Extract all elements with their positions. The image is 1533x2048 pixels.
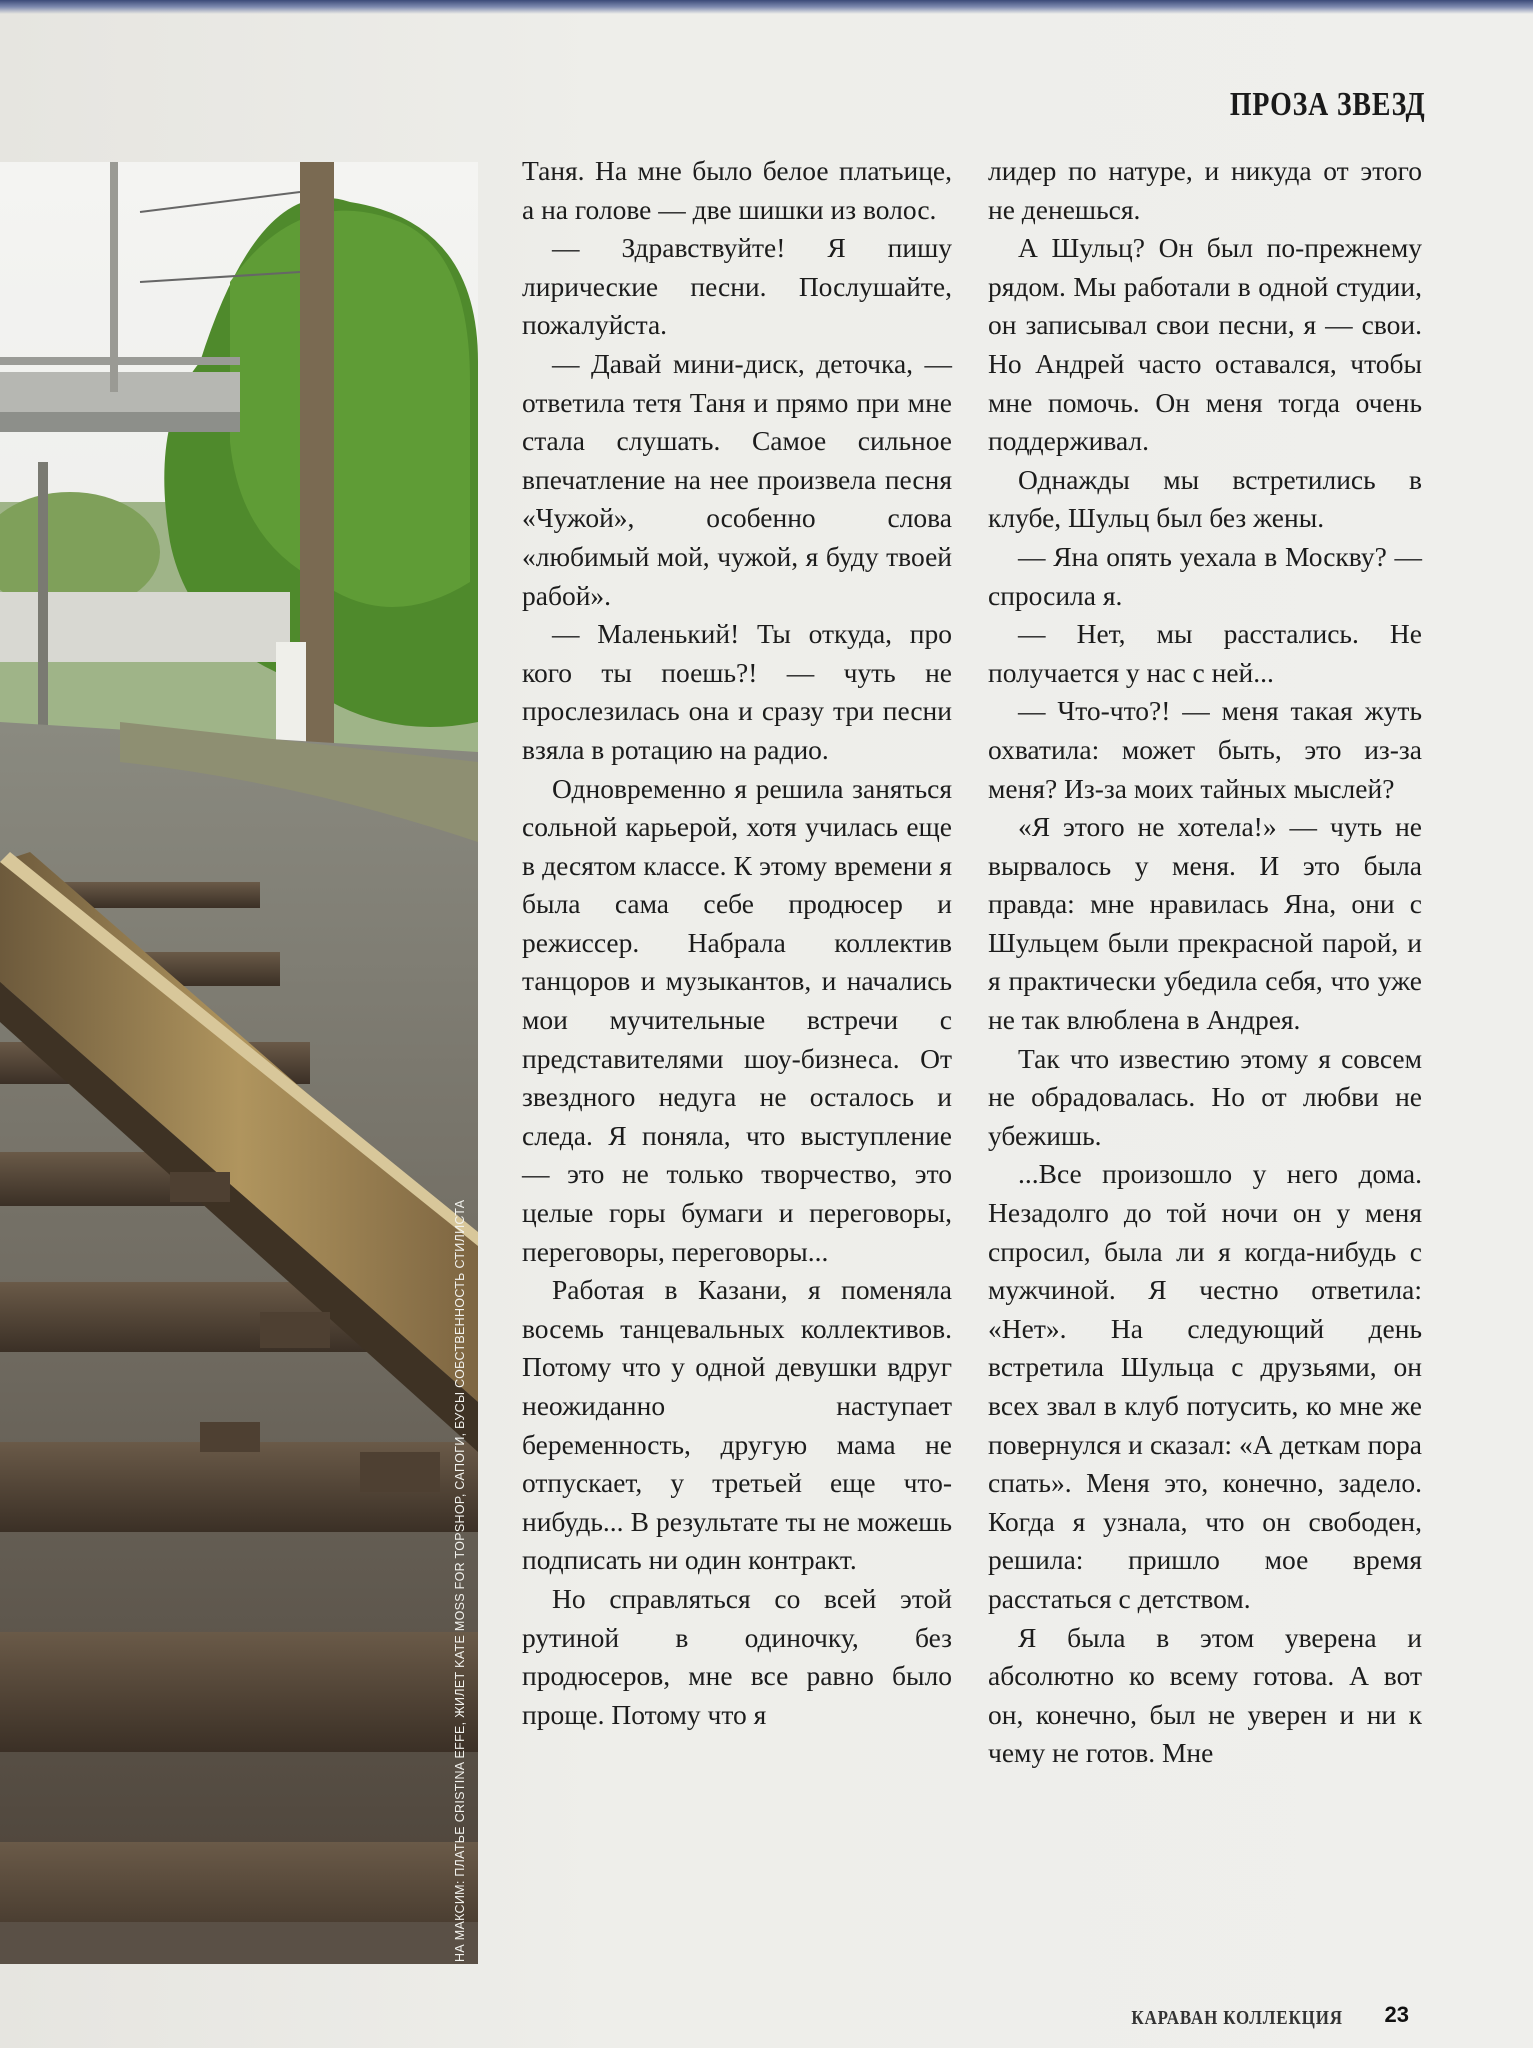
paragraph: Таня. На мне было белое платьице, а на голове — две шишки из волос. <box>522 155 952 225</box>
magazine-name: КАРАВАН КОЛЛЕКЦИЯ <box>1131 2007 1343 2029</box>
photo-credit: НА МАКСИМ: ПЛАТЬЕ CRISTINA EFFE, ЖИЛЕТ KATE MOSS FOR TOPSHOP, САПОГИ, БУСЫ СОБСТВЕННОСТЬ СТИЛИСТА <box>453 1199 467 1962</box>
article-column-2 <box>988 152 1422 1773</box>
paragraph: — Маленький! Ты откуда, про кого ты поешь?! — чуть не прослезилась она и сразу три песни взяла в ротацию на радио. <box>522 618 952 765</box>
paragraph: — Что-что?! — меня такая жуть охватила: может быть, это из-за меня? Из-за моих тайных мыслей? <box>988 695 1422 804</box>
section-title: ПРОЗА ЗВЕЗД <box>1229 86 1425 123</box>
paragraph: Однажды мы встретились в клубе, Шульц был без жены. <box>988 463 1422 534</box>
paragraph: Одновременно я решила заняться сольной карьерой, хотя училась еще в десятом классе. К этому времени я была сама себе продюсер и режиссер. Набрала коллектив танцоров и музыкантов, и начались мои мучительные встречи с представителями шоу-бизнеса. От звездного недуга не осталось и следа. Я поняла, что выступление — это не только творчество, это целые горы бумаги и переговоры, переговоры, переговоры... <box>522 772 952 1267</box>
paragraph: Так что известию этому я совсем не обрадовалась. Но от любви не убежишь. <box>988 1042 1422 1151</box>
paragraph: — Здравствуйте! Я пишу лирические песни. Послушайте, пожалуйста. <box>522 232 952 341</box>
paragraph: «Я этого не хотела!» — чуть не вырвалось у меня. И это была правда: мне нравилась Яна, они с Шульцем были прекрасной парой, и я практически убедила себя, что уже не так влюблена в Андрея. <box>988 811 1422 1036</box>
paragraph: ...Все произошло у него дома. Незадолго до той ночи он у меня спросил, была ли я когда-нибудь с мужчиной. Я честно ответила: «Нет». На следующий день встретила Шульца с друзьями, он всех звал в клуб потусить, ко мне же повернулся и сказал: «А деткам пора спать». Меня это, конечно, задело. Когда я узнала, что он свободен, решила: пришло мое время расстаться с детством. <box>988 1158 1422 1614</box>
article-column-1 <box>522 152 952 1734</box>
page-number: 23 <box>1384 2002 1409 2027</box>
paragraph: Но справляться со всей этой рутиной в одиночку, без продюсеров, мне все равно было проще. Потому что я <box>522 1582 952 1730</box>
paragraph: А Шульц? Он был по-прежнему рядом. Мы работали в одной студии, он записывал свои песни, я — свои. Но Андрей часто оставался, чтобы мне помочь. Он меня тогда очень поддерживал. <box>988 232 1422 457</box>
paragraph: — Нет, мы расстались. Не получается у нас с ней... <box>988 618 1422 688</box>
page-top-edge <box>0 0 1533 14</box>
railway-track-image <box>0 162 478 1964</box>
paragraph: — Яна опять уехала в Москву? — спросила я. <box>988 540 1422 611</box>
paragraph: лидер по натуре, и никуда от этого не денешься. <box>988 155 1422 225</box>
paragraph: Работая в Казани, я поменяла восемь танцевальных коллективов. Потому что у одной девушки вдруг неожиданно наступает беременность, другую мама не отпускает, у третьей еще что-нибудь... В результате ты не можешь подписать ни один контракт. <box>522 1274 952 1576</box>
railway-photo <box>0 162 478 1964</box>
paragraph: Я была в этом уверена и абсолютно ко всему готова. А вот он, конечно, был не уверен и ни к чему не готов. Мне <box>988 1621 1422 1769</box>
paragraph: — Давай мини-диск, деточка, — ответила тетя Таня и прямо при мне стала слушать. Самое сильное впечатление на нее произвела песня «Чужой», особенно слова «любимый мой, чужой, я буду твоей рабой». <box>522 347 952 611</box>
